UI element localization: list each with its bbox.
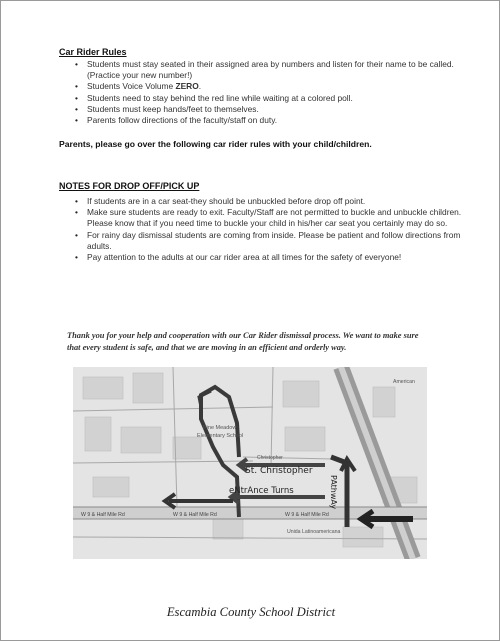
rule-item: • Students need to stay behind the red line while waiting at a colored poll. <box>87 93 477 104</box>
note-item: • Make sure students are ready to exit. Faculty/Staff are not permitted to buckle and unbuckle children. Please know that if you need time to buckle your child in his/her car seat you certainly may do so. <box>87 207 477 229</box>
road-label-3: W 9 & Half Mile Rd <box>285 512 329 518</box>
church-small-label: Christopher <box>257 455 283 461</box>
note-item: • If students are in a car seat-they should be unbuckled before drop off point. <box>87 196 477 207</box>
rule-item: • Students Voice Volume ZERO. <box>87 81 477 92</box>
note-item: • For rainy day dismissal students are coming from inside. Please be patient and follow directions from adults. <box>87 230 477 252</box>
school-label-1: Pine Meadow <box>203 425 237 431</box>
parents-note: Parents, please go over the following car rider rules with your child/children. <box>59 139 372 149</box>
school-label-2: Elementary School <box>197 433 244 439</box>
road-label-2: W 9 & Half Mile Rd <box>173 512 217 518</box>
rule-item: • Parents follow directions of the faculty/staff on duty. <box>87 115 477 126</box>
dismissal-map <box>73 367 427 559</box>
map-drawing <box>73 367 427 559</box>
car-rider-rules-title: Car Rider Rules <box>59 47 127 57</box>
st-christopher-label: St. Christopher <box>245 466 313 476</box>
top-right-map-label: American <box>393 379 415 385</box>
footer-district-name: Escambia County School District <box>166 605 336 619</box>
notes-list <box>59 196 477 263</box>
rule-item: • Students must keep hands/feet to themselves. <box>87 104 477 115</box>
road-label-1: W 9 & Half Mile Rd <box>81 512 125 518</box>
rule-item: • Students must stay seated in their assigned area by numbers and listen for their name to be called. (Practice your new number!) <box>87 59 477 81</box>
pathway-label: PAthwAy <box>329 475 338 510</box>
note-item: • Pay attention to the adults at our car rider area at all times for the safety of everyone! <box>87 252 477 263</box>
bottom-map-label: Unida Latinoamericana <box>287 529 341 535</box>
entrance-turns-label: eNtrAnce Turns <box>229 486 294 496</box>
notes-title: NOTES FOR DROP OFF/PICK UP <box>59 181 200 191</box>
car-rider-rules-list <box>59 59 477 126</box>
thank-you-note: Thank you for your help and cooperation with our Car Rider dismissal process. We want to make sure that every student is safe, and that we are moving in an efficient and orderly way. <box>67 331 419 352</box>
